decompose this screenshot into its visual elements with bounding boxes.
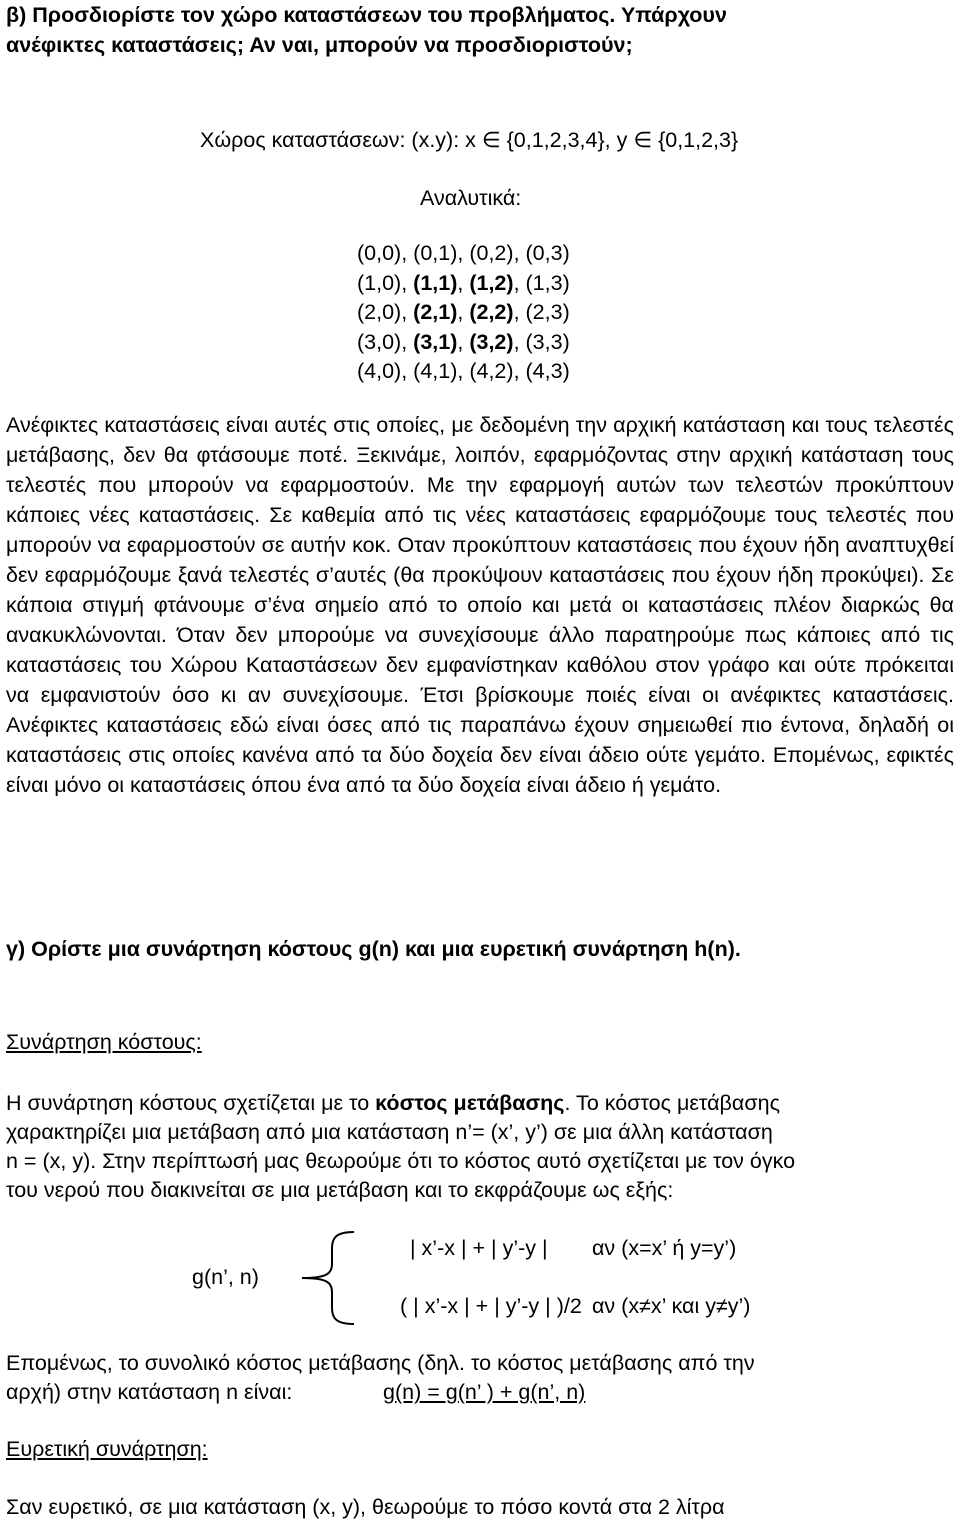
separator: , xyxy=(401,359,414,383)
separator: , xyxy=(457,359,470,383)
cost-paragraph-line-1 xyxy=(6,1088,780,1118)
infeasible-states-paragraph: Ανέφικτες καταστάσεις είναι αυτές στις οποίες, με δεδομένη την αρχική κατάσταση και τους τελεστές μετάβασης, δεν θα φτάσουμε ποτέ. Ξεκινάμε, λοιπόν, εφαρμόζοντας στην αρχική κατάσταση τους τελεστές που μπορούν να εφαρμοστούν. Με την εφαρμογή αυτών των τελεστών προκύπτουν κάποιες νέες καταστάσεις. Σε καθεμία από τις νέες καταστάσεις εφαρμόζουμε τους τελεστές που μπορούν να εφαρμοστούν σε αυτήν κοκ. Οταν προκύπτουν καταστάσεις που έχουν ήδη αναπτυχθεί δεν εφαρμόζουμε ξανά τελεστές σ’αυτές (θα προκύψουν καταστάσεις που έχουν ήδη προκύψει). Σε κάποια στιγμή φτάνουμε σ’ένα σημείο από το οποίο και μετά οι καταστάσεις πλέον διαρκώς θα ανακυκλώνονται. Όταν δεν μπορούμε να συνεχίσουμε άλλο παρατηρούμε πως κάποιες από τις καταστάσεις του Χώρου Καταστάσεων δεν εμφανίστηκαν καθόλου στον γράφο και ούτε πρόκειται να εμφανιστούν όσο κι αν συνεχίσουμε. Έτσι βρίσκουμε ποιές είναι οι ανέφικτες καταστάσεις. Ανέφικτες καταστάσεις εδώ είναι όσες από τις παραπάνω έχουν σημειωθεί πιο έντονα, δηλαδή οι καταστάσεις στις οποίες κανένα από τα δύο δοχεία δεν είναι άδειο ούτε γεμάτο. Επομένως, εφικτές είναι μόνο οι καταστάσεις όπου ένα από τα δύο δοχεία είναι άδειο ή γεμάτο. xyxy=(6,413,954,797)
infeasible-state: (1,1) xyxy=(413,270,458,295)
state: (4,1) xyxy=(413,359,458,383)
state: (2,0) xyxy=(357,300,402,324)
state-space-label: Χώρος καταστάσεων: (x.y): x xyxy=(200,128,476,152)
separator: , xyxy=(513,241,526,265)
cost-paragraph-line-2: χαρακτηρίζει μια μετάβαση από μια κατάσταση n’= (x’, y’) σε μια άλλη κατάσταση xyxy=(6,1120,773,1144)
infeasible-state: (3,2) xyxy=(469,329,514,354)
curly-brace-icon xyxy=(296,1228,358,1328)
separator: , xyxy=(457,300,470,324)
separator: , xyxy=(401,241,414,265)
state: (2,3) xyxy=(525,300,570,324)
state: (0,3) xyxy=(525,241,570,265)
question-b-line-2: ανέφικτες καταστάσεις; Αν ναι, μπορούν να προσδιοριστούν; xyxy=(6,33,633,57)
cost-function-heading: Συνάρτηση κόστους: xyxy=(6,1030,202,1054)
total-cost-formula: g(n) = g(n’ ) + g(n’, n) xyxy=(383,1380,586,1404)
state-row xyxy=(357,297,570,327)
state: (3,0) xyxy=(357,329,402,354)
state-space-line xyxy=(200,125,738,155)
state: (1,3) xyxy=(525,270,570,295)
separator: , xyxy=(513,270,526,295)
state: (4,0) xyxy=(357,359,402,383)
heuristic-heading: Ευρετική συνάρτηση: xyxy=(6,1437,208,1461)
transition-cost-term: κόστος μετάβασης xyxy=(375,1091,565,1115)
infeasible-state: (3,1) xyxy=(413,329,458,354)
state: (4,2) xyxy=(469,359,514,383)
cost-text: Η συνάρτηση κόστους σχετίζεται με το xyxy=(6,1091,376,1115)
x-set: {0,1,2,3,4}, y xyxy=(506,128,628,152)
separator: , xyxy=(457,329,470,354)
state: (0,1) xyxy=(413,241,458,265)
separator: , xyxy=(513,329,526,354)
cost-text-rest: . Το κόστος μετάβασης xyxy=(564,1091,780,1115)
analytic-label: Αναλυτικά: xyxy=(420,186,522,210)
separator: , xyxy=(513,300,526,324)
cost-paragraph-line-4: του νερού που διακινείται σε μια μετάβαση και το εκφράζουμε ως εξής: xyxy=(6,1178,674,1202)
infeasible-state: (2,1) xyxy=(413,300,458,324)
separator: , xyxy=(401,270,414,295)
separator: , xyxy=(401,300,414,324)
infeasible-state: (1,2) xyxy=(469,270,514,295)
state-row xyxy=(357,238,570,268)
infeasible-state: (2,2) xyxy=(469,300,514,324)
question-b-line-1: β) Προσδιορίστε τον χώρο καταστάσεων του προβλήματος. Υπάρχουν xyxy=(6,3,727,27)
formula-case-2-condition: αν (x≠x’ και y≠y’) xyxy=(592,1294,751,1318)
state: (3,3) xyxy=(525,329,570,354)
total-cost-line-2: αρχή) στην κατάσταση n είναι: xyxy=(6,1380,293,1404)
separator: , xyxy=(401,329,414,354)
state: (0,0) xyxy=(357,241,402,265)
state: (1,0) xyxy=(357,270,402,295)
state: (4,3) xyxy=(525,359,570,383)
y-set: {0,1,2,3} xyxy=(658,128,739,152)
question-c: γ) Ορίστε μια συνάρτηση κόστους g(n) και μια ευρετική συνάρτηση h(n). xyxy=(6,937,741,961)
separator: , xyxy=(513,359,526,383)
state: (0,2) xyxy=(469,241,514,265)
heuristic-line: Σαν ευρετικό, σε μια κατάσταση (x, y), θεωρούμε το πόσο κοντά στα 2 λίτρα xyxy=(6,1495,725,1519)
element-of-symbol: ∈ xyxy=(633,128,653,152)
formula-lhs: g(n’, n) xyxy=(192,1265,259,1289)
separator: , xyxy=(457,270,470,295)
formula-case-1-condition: αν (x=x’ ή y=y’) xyxy=(592,1236,737,1260)
formula-case-2-expression: ( | x’-x | + | y’-y | )/2 xyxy=(400,1294,582,1318)
formula-case-1-expression: | x’-x | + | y’-y | xyxy=(410,1236,548,1260)
separator: , xyxy=(457,241,470,265)
cost-paragraph-line-3: n = (x, y). Στην περίπτωσή μας θεωρούμε ότι το κόστος αυτό σχετίζεται με τον όγκο xyxy=(6,1149,796,1173)
state-row xyxy=(357,327,570,357)
total-cost-line-1: Επομένως, το συνολικό κόστος μετάβασης (δηλ. το κόστος μετάβασης από την xyxy=(6,1351,755,1375)
state-row xyxy=(357,268,570,298)
state-row xyxy=(357,356,570,386)
element-of-symbol: ∈ xyxy=(481,128,501,152)
